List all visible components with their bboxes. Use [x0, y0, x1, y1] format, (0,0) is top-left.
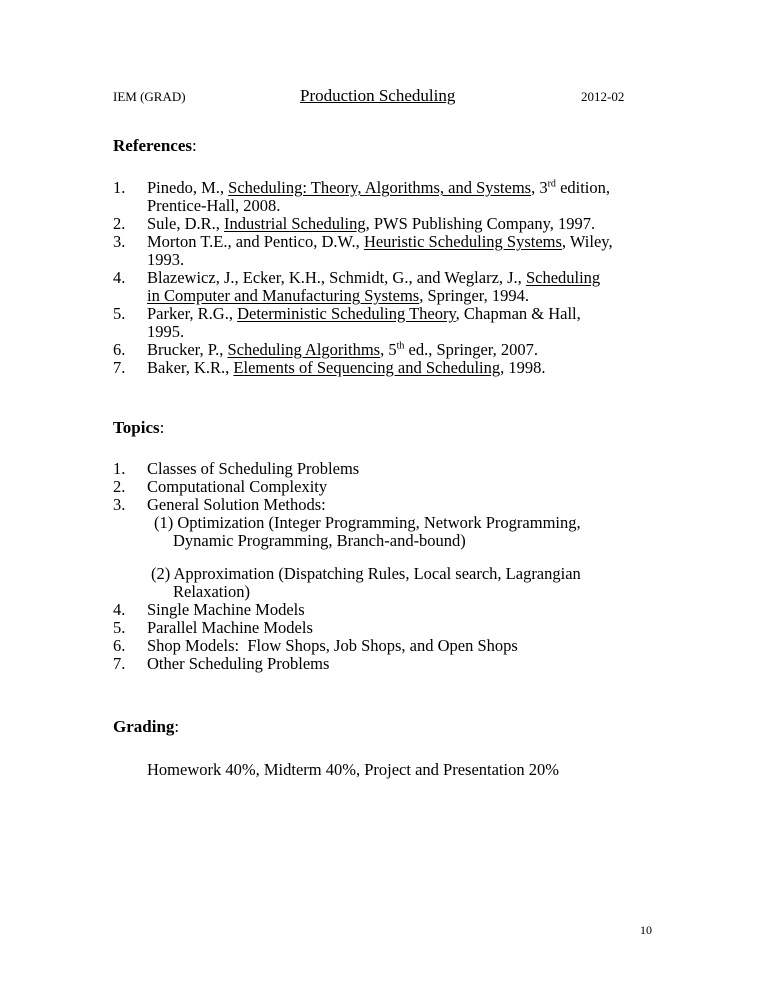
topic-text: Parallel Machine Models — [147, 618, 313, 637]
reference-number: 5. — [113, 304, 126, 323]
reference-item-7 — [113, 359, 673, 377]
topic-number: 7. — [113, 654, 126, 673]
topic-item-3 — [113, 496, 673, 514]
header-title: Production Scheduling — [300, 86, 456, 105]
reference-number: 2. — [113, 214, 126, 233]
topic-number: 5. — [113, 618, 126, 637]
reference-number: 1. — [113, 178, 126, 197]
reference-item-2 — [113, 215, 673, 233]
reference-item-1 — [113, 179, 673, 197]
reference-detail: , PWS Publishing Company, 1997. — [365, 214, 596, 233]
topic-item-2 — [113, 478, 673, 496]
reference-book-title: Elements of Sequencing and Scheduling — [233, 358, 501, 377]
topic-text: Shop Models: Flow Shops, Job Shops, and Open Shops — [147, 636, 518, 655]
topic-text: General Solution Methods: — [147, 495, 326, 514]
reference-author: Pinedo, M., — [147, 178, 229, 197]
topics-heading-colon: : — [159, 418, 165, 437]
reference-author: Brucker, P., — [147, 340, 228, 359]
reference-book-title: Scheduling — [525, 268, 601, 287]
topic-subitem-optimization-continued: Dynamic Programming, Branch-and-bound) — [173, 531, 466, 550]
topic-number: 2. — [113, 477, 126, 496]
reference-item-3 — [113, 233, 673, 251]
reference-author: Morton T.E., and Pentico, D.W., — [147, 232, 364, 251]
reference-book-title: Scheduling: Theory, Algorithms, and Systems — [228, 178, 532, 197]
reference-detail: , Springer, 1994. — [419, 286, 530, 305]
header-date: 2012-02 — [581, 89, 625, 104]
header-course-code: IEM (GRAD) — [113, 89, 186, 104]
topic-subitem-optimization: (1) Optimization (Integer Programming, Network Programming, — [154, 513, 581, 532]
topic-item-6 — [113, 637, 673, 655]
reference-book-title: Industrial Scheduling — [224, 214, 366, 233]
reference-superscript: th — [396, 340, 405, 352]
reference-item-5-continued: 1995. — [147, 322, 185, 341]
reference-author: Blazewicz, J., Ecker, K.H., Schmidt, G., and Weglarz, J., — [147, 268, 526, 287]
topic-item-4 — [113, 601, 673, 619]
references-heading-text: References — [113, 136, 192, 155]
topic-item-5 — [113, 619, 673, 637]
references-heading — [113, 136, 197, 156]
grading-heading — [113, 717, 179, 737]
topics-heading — [113, 418, 164, 438]
grading-heading-text: Grading — [113, 717, 175, 736]
reference-detail: edition, — [555, 178, 611, 197]
reference-book-title: Heuristic Scheduling Systems — [363, 232, 562, 251]
reference-detail: , 1998. — [500, 358, 546, 377]
reference-author: Parker, R.G., — [147, 304, 238, 323]
reference-detail: , 5 — [380, 340, 397, 359]
reference-item-4 — [113, 269, 673, 287]
reference-item-4-continued — [147, 287, 529, 305]
topics-heading-text: Topics — [113, 418, 160, 437]
reference-detail: ed., Springer, 2007. — [404, 340, 538, 359]
reference-item-3-continued: 1993. — [147, 250, 185, 269]
topic-text: Single Machine Models — [147, 600, 305, 619]
topic-subitem-approximation: (2) Approximation (Dispatching Rules, Local search, Lagrangian — [151, 564, 581, 583]
topic-number: 3. — [113, 495, 126, 514]
grading-breakdown: Homework 40%, Midterm 40%, Project and Presentation 20% — [147, 760, 559, 779]
grading-heading-colon: : — [174, 717, 180, 736]
page-number: 10 — [640, 923, 652, 937]
topic-item-7 — [113, 655, 673, 673]
reference-number: 6. — [113, 340, 126, 359]
reference-detail: , Wiley, — [561, 232, 613, 251]
reference-number: 7. — [113, 358, 126, 377]
reference-book-title: Deterministic Scheduling Theory — [237, 304, 456, 323]
topic-number: 1. — [113, 459, 126, 478]
reference-item-6 — [113, 341, 673, 359]
topic-text: Classes of Scheduling Problems — [147, 459, 360, 478]
reference-author: Sule, D.R., — [147, 214, 225, 233]
topic-text: Other Scheduling Problems — [147, 654, 330, 673]
reference-number: 3. — [113, 232, 126, 251]
reference-item-1-continued: Prentice-Hall, 2008. — [147, 196, 281, 215]
reference-detail: , Chapman & Hall, — [455, 304, 581, 323]
reference-author: Baker, K.R., — [147, 358, 234, 377]
topic-number: 4. — [113, 600, 126, 619]
reference-detail: , 3 — [531, 178, 548, 197]
reference-book-title-continued: in Computer and Manufacturing Systems — [147, 286, 420, 305]
references-heading-colon: : — [191, 136, 197, 155]
reference-superscript: rd — [547, 178, 556, 190]
topic-subitem-approximation-continued: Relaxation) — [173, 582, 250, 601]
topic-item-1 — [113, 460, 673, 478]
topic-text: Computational Complexity — [147, 477, 328, 496]
topic-number: 6. — [113, 636, 126, 655]
reference-item-5 — [113, 305, 673, 323]
reference-book-title: Scheduling Algorithms — [227, 340, 381, 359]
reference-number: 4. — [113, 268, 126, 287]
